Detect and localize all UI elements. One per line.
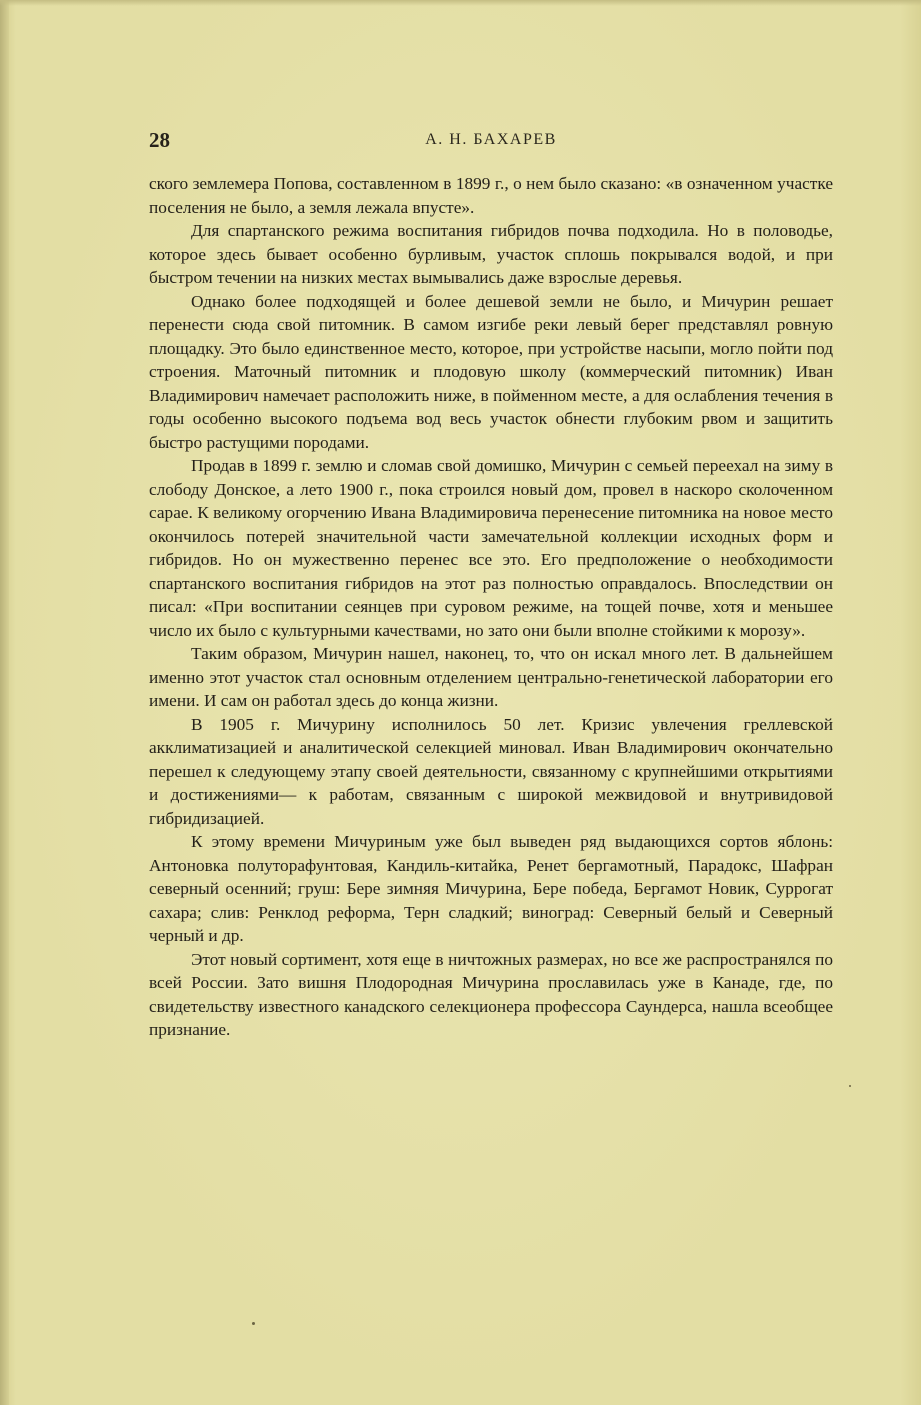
paragraph-7: К этому времени Мичуриным уже был выведен ряд выдающихся сортов яблонь: Антоновка полуторафунтовая, Кандиль-китайка, Ренет бергамотный, Парадокс, Шафран северный осенний; груш: Бере зимняя Мичурина, Бере победа, Бергамот Новик, Суррогат сахара; слив: Ренклод реформа, Терн сладкий; виноград: Северный белый и Северный черный и др. <box>149 832 833 945</box>
paragraph-2: Для спартанского режима воспитания гибридов почва подходила. Но в половодье, которое здесь бывает особенно бурливым, участок сплошь покрывался водой, и при быстром течении на низких местах вымывались даже взрослые деревья. <box>149 221 833 287</box>
page-number: 28 <box>149 128 170 152</box>
paper-speck <box>849 1085 851 1087</box>
paragraph-8: Этот новый сортимент, хотя еще в ничтожных размерах, но все же распространялся по всей России. Зато вишня Плодородная Мичурина прославилась уже в Канаде, где, по свидетельству известного канадского селекционера профессора Саундерса, нашла всеобщее признание. <box>149 949 833 1039</box>
running-head-author: А. Н. БАХАРЕВ <box>425 131 557 148</box>
page-top-edge <box>0 0 921 6</box>
paragraph-6: В 1905 г. Мичурину исполнилось 50 лет. Кризис увлечения греллевской акклиматизацией и аналитической селекцией миновал. Иван Владимирович окончательно перешел к следующему этапу своей деятельности, связанному с крупнейшими открытиями и достижениями— к работам, связанным с широкой межвидовой и внутривидовой гибридизацией. <box>149 714 833 828</box>
paragraph-3: Однако более подходящей и более дешевой земли не было, и Мичурин решает перенести сюда свой питомник. В самом изгибе реки левый берег представлял ровную площадку. Это было единственное место, которое, при устройстве насыпи, могло пойти под строения. Маточный питомник и плодовую школу (коммерческий питомник) Иван Владимирович намечает расположить ниже, в пойменном месте, а для ослабления течения в годы особенно высокого подъема вод весь участок обнести глубоким рвом и защитить быстро растущими породами. <box>149 291 833 452</box>
paragraph-5: Таким образом, Мичурин нашел, наконец, то, что он искал много лет. В дальнейшем именно этот участок стал основным отделением центрально-генетической лаборатории его имени. И сам он работал здесь до конца жизни. <box>149 644 833 710</box>
paper-speck <box>252 1322 255 1325</box>
running-head <box>149 124 833 158</box>
paragraph-4: Продав в 1899 г. землю и сломав свой домишко, Мичурин с семьей переехал на зиму в слободу Донское, а лето 1900 г., пока строился новый дом, провел в наскоро сколоченном сарае. К великому огорчению Ивана Владимировича перенесение питомника на новое место окончилось потерей значительной части замечательной коллекции исходных форм и гибридов. Но он мужественно перенес все это. Его предположение о необходимости спартанского воспитания гибридов на этот раз полностью оправдалось. Впоследствии он писал: «При воспитании сеянцев при суровом режиме, на тощей почве, хотя и меньшее число их было с культурными качествами, но зато они были вполне стойкими к морозу». <box>149 456 833 640</box>
paragraph-1: ского землемера Попова, составленном в 1899 г., о нем было сказано: «в означенном участке поселения не было, а земля лежала впусте». <box>149 174 833 217</box>
body-text <box>149 172 833 1042</box>
page-binding-edge <box>0 0 9 1405</box>
